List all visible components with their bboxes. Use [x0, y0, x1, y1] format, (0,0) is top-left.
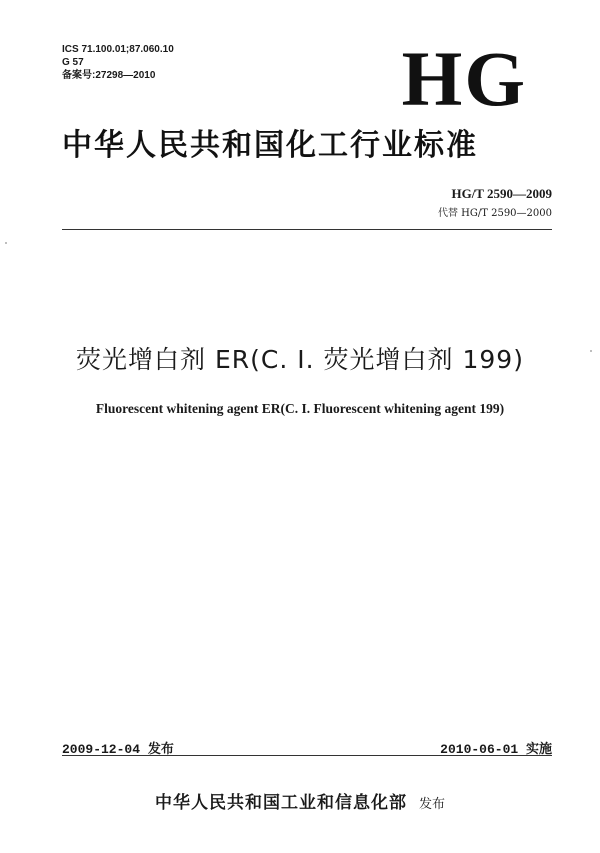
replaces-standard: 代替 HG/T 2590—2000: [437, 208, 552, 219]
standard-category-title: 中华人民共和国化工行业标准: [62, 128, 478, 163]
standard-code: HG/T 2590—2009: [451, 186, 552, 201]
record-number: 备案号:27298—2010: [62, 70, 156, 81]
issuer-name: 中华人民共和国工业和信息化部: [154, 793, 407, 813]
ics-code: ICS 71.100.01;87.060.10: [62, 44, 174, 55]
issuer-suffix: 发布: [418, 797, 445, 812]
top-divider: [62, 229, 552, 230]
issuing-authority: [0, 788, 600, 813]
bottom-divider: [62, 755, 552, 756]
publish-date: 2009-12-04 发布: [62, 742, 174, 757]
hg-logo: HG: [401, 35, 527, 122]
ccs-code: G 57: [62, 57, 84, 68]
implementation-date: 2010-06-01 实施: [440, 742, 552, 757]
document-title-english: Fluorescent whitening agent ER(C. I. Fluorescent whitening agent 199): [95, 401, 505, 416]
scan-speck: [5, 242, 7, 244]
scan-speck: [590, 350, 592, 352]
document-title-chinese: 荧光增白剂 ER(C. I. 荧光增白剂 199): [76, 345, 524, 374]
